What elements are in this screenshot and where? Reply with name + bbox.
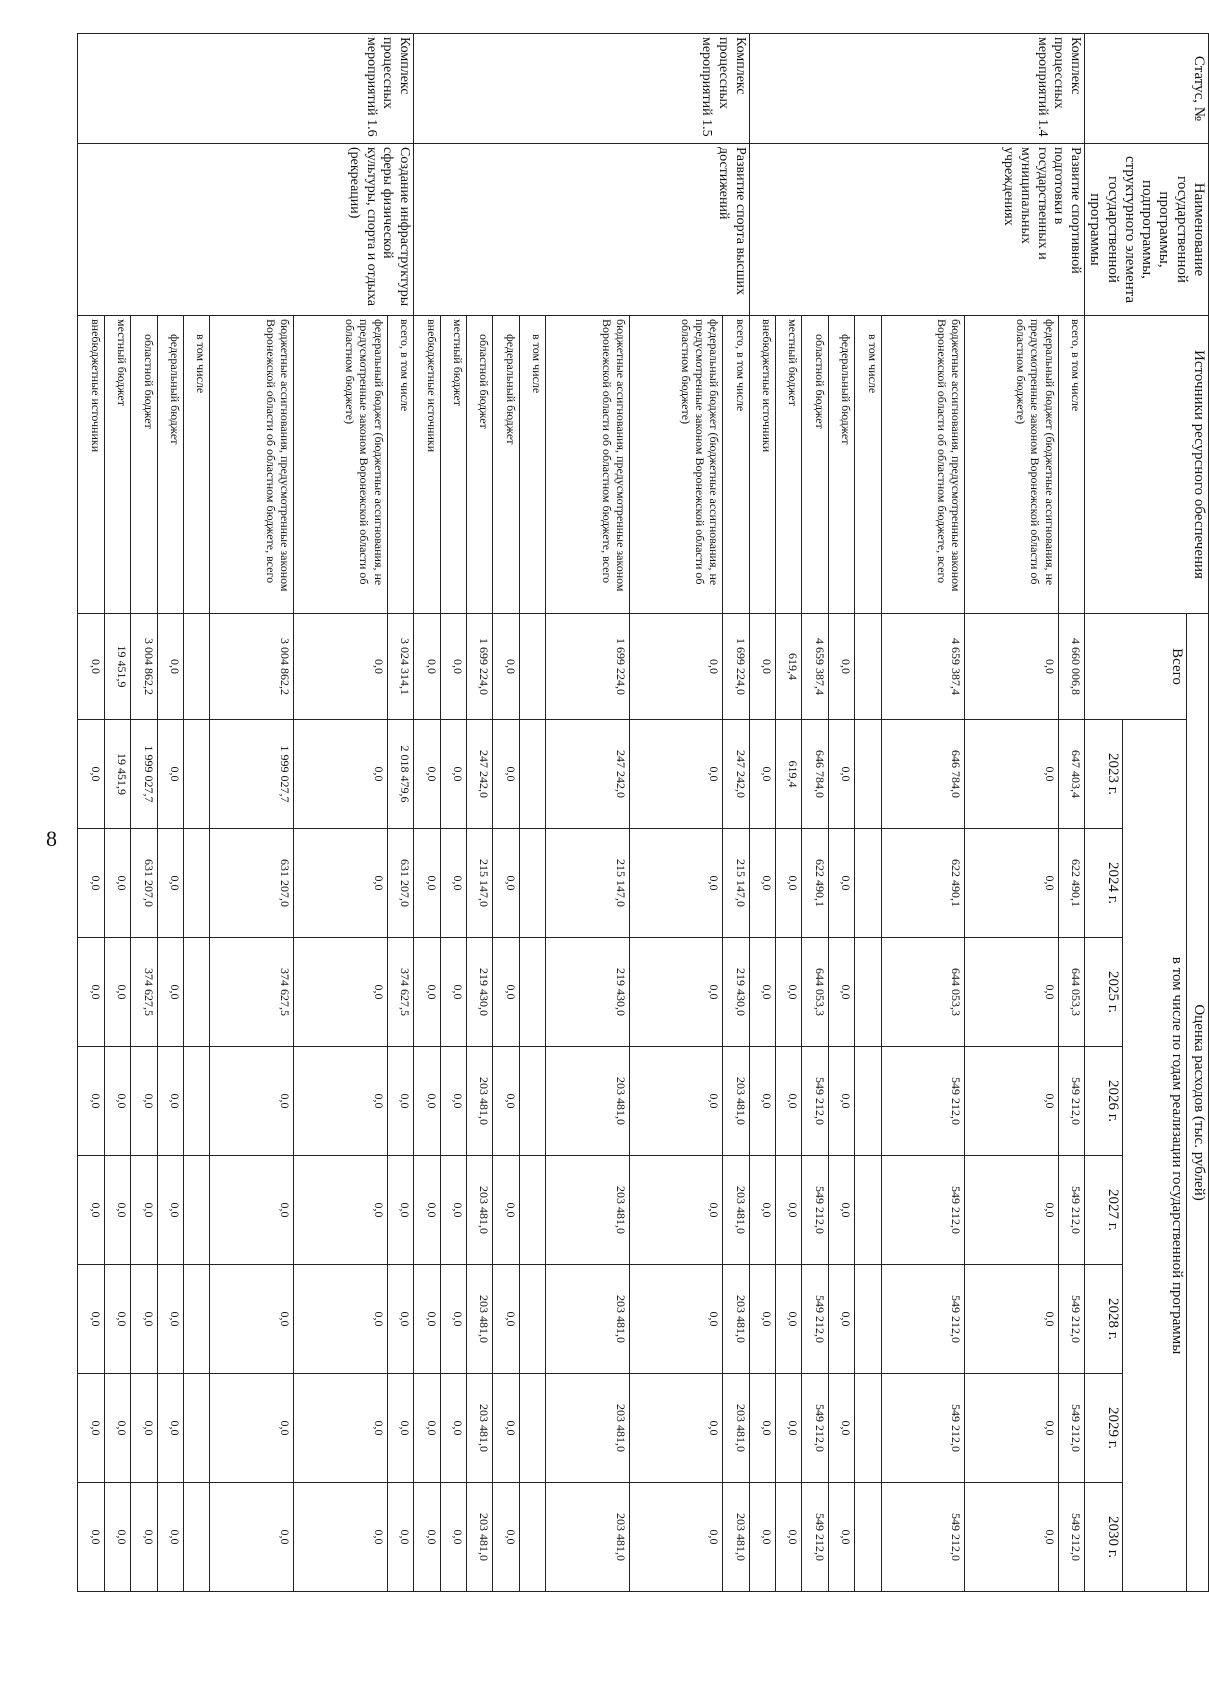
year-value-cell: 0,0 — [749, 829, 775, 938]
year-value-cell — [855, 938, 881, 1047]
year-value-cell: 0,0 — [294, 1483, 387, 1592]
year-value-cell: 0,0 — [629, 829, 722, 938]
year-value-cell: 549 212,0 — [1058, 1265, 1084, 1374]
year-value-cell: 0,0 — [965, 1265, 1058, 1374]
year-value-cell: 203 481,0 — [723, 1047, 749, 1156]
year-value-cell: 549 212,0 — [802, 1047, 828, 1156]
header-year: 2024 г. — [1085, 829, 1123, 938]
year-value-cell: 203 481,0 — [723, 1483, 749, 1592]
year-value-cell: 0,0 — [440, 1483, 466, 1592]
year-value-cell: 0,0 — [414, 1483, 440, 1592]
year-value-cell: 0,0 — [294, 1047, 387, 1156]
year-value-cell: 0,0 — [387, 1374, 413, 1483]
total-value-cell: 0,0 — [749, 614, 775, 720]
year-value-cell — [855, 1483, 881, 1592]
year-value-cell: 549 212,0 — [1058, 1156, 1084, 1265]
source-cell: в том числе — [519, 316, 545, 614]
year-value-cell: 247 242,0 — [466, 720, 492, 829]
source-cell: в том числе — [184, 316, 210, 614]
year-value-cell: 203 481,0 — [546, 1374, 630, 1483]
year-value-cell: 0,0 — [493, 720, 519, 829]
year-value-cell: 0,0 — [131, 1156, 157, 1265]
source-cell: федеральный бюджет (бюджетные ассигнования, не предусмотренные законом Воронежской области об областном бюджете) — [294, 316, 387, 614]
header-year: 2030 г. — [1085, 1483, 1123, 1592]
year-value-cell — [184, 1374, 210, 1483]
year-value-cell: 0,0 — [965, 1047, 1058, 1156]
year-value-cell: 549 212,0 — [802, 1156, 828, 1265]
total-value-cell — [855, 614, 881, 720]
year-value-cell — [855, 829, 881, 938]
source-cell: бюджетные ассигнования, предусмотренные законом Воронежской области об областном бюджете, всего — [546, 316, 630, 614]
year-value-cell: 203 481,0 — [546, 1265, 630, 1374]
total-value-cell: 1 699 224,0 — [723, 614, 749, 720]
year-value-cell — [519, 1265, 545, 1374]
year-value-cell — [184, 938, 210, 1047]
source-cell: внебюджетные источники — [414, 316, 440, 614]
year-value-cell: 0,0 — [294, 1265, 387, 1374]
year-value-cell: 644 053,3 — [1058, 938, 1084, 1047]
total-value-cell: 1 699 224,0 — [546, 614, 630, 720]
year-value-cell: 0,0 — [749, 1047, 775, 1156]
year-value-cell: 0,0 — [78, 1265, 105, 1374]
year-value-cell: 374 627,5 — [387, 938, 413, 1047]
source-cell: областной бюджет — [466, 316, 492, 614]
year-value-cell: 215 147,0 — [546, 829, 630, 938]
year-value-cell: 374 627,5 — [210, 938, 294, 1047]
year-value-cell — [184, 829, 210, 938]
year-value-cell: 203 481,0 — [466, 1374, 492, 1483]
year-value-cell: 19 451,9 — [105, 720, 131, 829]
year-value-cell: 0,0 — [440, 1265, 466, 1374]
year-value-cell: 0,0 — [414, 1374, 440, 1483]
year-value-cell: 0,0 — [157, 938, 183, 1047]
year-value-cell: 203 481,0 — [723, 1374, 749, 1483]
year-value-cell: 0,0 — [131, 1047, 157, 1156]
program-name-cell: Создание инфраструктуры сферы физической культуры, спорта и отдыха (рекреации) — [78, 144, 414, 316]
year-value-cell: 0,0 — [157, 1047, 183, 1156]
year-value-cell: 0,0 — [776, 1047, 802, 1156]
year-value-cell: 0,0 — [776, 829, 802, 938]
year-value-cell: 549 212,0 — [802, 1374, 828, 1483]
year-value-cell: 0,0 — [749, 938, 775, 1047]
header-total: Всего — [1085, 614, 1187, 720]
year-value-cell: 549 212,0 — [1058, 1374, 1084, 1483]
year-value-cell: 0,0 — [157, 1374, 183, 1483]
year-value-cell: 0,0 — [629, 938, 722, 1047]
page-number: 8 — [46, 826, 57, 851]
year-value-cell: 0,0 — [776, 1483, 802, 1592]
year-value-cell: 0,0 — [828, 720, 854, 829]
source-cell: федеральный бюджет (бюджетные ассигнования, не предусмотренные законом Воронежской области об областном бюджете) — [629, 316, 722, 614]
year-value-cell: 0,0 — [493, 829, 519, 938]
total-value-cell: 4 659 387,4 — [802, 614, 828, 720]
total-value-cell: 619,4 — [776, 614, 802, 720]
year-value-cell: 0,0 — [105, 1047, 131, 1156]
year-value-cell: 0,0 — [157, 720, 183, 829]
source-cell: местный бюджет — [105, 316, 131, 614]
year-value-cell: 0,0 — [965, 829, 1058, 938]
year-value-cell: 0,0 — [157, 1265, 183, 1374]
year-value-cell: 549 212,0 — [881, 1483, 965, 1592]
year-value-cell: 0,0 — [414, 938, 440, 1047]
year-value-cell — [855, 1156, 881, 1265]
total-value-cell: 4 659 387,4 — [881, 614, 965, 720]
source-cell: всего, в том числе — [723, 316, 749, 614]
year-value-cell: 0,0 — [629, 1156, 722, 1265]
total-value-cell: 4 660 006,8 — [1058, 614, 1084, 720]
year-value-cell — [184, 1156, 210, 1265]
year-value-cell: 0,0 — [440, 1374, 466, 1483]
year-value-cell: 247 242,0 — [546, 720, 630, 829]
year-value-cell: 0,0 — [105, 1483, 131, 1592]
year-value-cell: 0,0 — [749, 1483, 775, 1592]
total-value-cell — [519, 614, 545, 720]
year-value-cell: 622 490,1 — [881, 829, 965, 938]
year-value-cell: 0,0 — [105, 1156, 131, 1265]
program-name-cell: Развитие спортивной подготовки в государственных и муниципальных учреждениях — [749, 144, 1085, 316]
year-value-cell — [184, 1265, 210, 1374]
year-value-cell: 0,0 — [414, 1265, 440, 1374]
year-value-cell — [519, 720, 545, 829]
year-value-cell: 203 481,0 — [466, 1483, 492, 1592]
year-value-cell: 0,0 — [78, 1156, 105, 1265]
total-value-cell: 0,0 — [78, 614, 105, 720]
total-value-cell: 1 699 224,0 — [466, 614, 492, 720]
year-value-cell: 0,0 — [629, 1047, 722, 1156]
source-cell: внебюджетные источники — [749, 316, 775, 614]
year-value-cell: 203 481,0 — [466, 1265, 492, 1374]
year-value-cell: 247 242,0 — [723, 720, 749, 829]
total-value-cell: 0,0 — [965, 614, 1058, 720]
year-value-cell: 203 481,0 — [546, 1483, 630, 1592]
year-value-cell: 646 784,0 — [802, 720, 828, 829]
total-value-cell: 3 024 314,1 — [387, 614, 413, 720]
source-cell: федеральный бюджет — [157, 316, 183, 614]
source-cell: в том числе — [855, 316, 881, 614]
year-value-cell: 631 207,0 — [210, 829, 294, 938]
year-value-cell: 0,0 — [965, 1156, 1058, 1265]
source-cell: федеральный бюджет — [828, 316, 854, 614]
year-value-cell: 622 490,1 — [1058, 829, 1084, 938]
year-value-cell: 0,0 — [105, 938, 131, 1047]
year-value-cell: 549 212,0 — [802, 1483, 828, 1592]
source-cell: местный бюджет — [440, 316, 466, 614]
year-value-cell: 549 212,0 — [802, 1265, 828, 1374]
year-value-cell: 0,0 — [294, 720, 387, 829]
year-value-cell: 0,0 — [105, 829, 131, 938]
year-value-cell — [855, 1265, 881, 1374]
year-value-cell: 0,0 — [493, 1047, 519, 1156]
year-value-cell: 549 212,0 — [881, 1156, 965, 1265]
year-value-cell — [519, 1047, 545, 1156]
year-value-cell — [855, 720, 881, 829]
year-value-cell: 549 212,0 — [1058, 1483, 1084, 1592]
status-cell: Комплекс процессных мероприятий 1.5 — [414, 34, 750, 144]
year-value-cell — [184, 1047, 210, 1156]
year-value-cell — [519, 1483, 545, 1592]
year-value-cell: 0,0 — [749, 1374, 775, 1483]
year-value-cell: 0,0 — [629, 1483, 722, 1592]
year-value-cell: 0,0 — [105, 1374, 131, 1483]
year-value-cell: 549 212,0 — [1058, 1047, 1084, 1156]
year-value-cell — [519, 938, 545, 1047]
program-name-cell: Развитие спорта высших достижений — [414, 144, 750, 316]
year-value-cell — [519, 829, 545, 938]
year-value-cell: 0,0 — [294, 1374, 387, 1483]
year-value-cell: 0,0 — [776, 1156, 802, 1265]
year-value-cell: 647 403,4 — [1058, 720, 1084, 829]
total-value-cell: 3 004 862,2 — [131, 614, 157, 720]
year-value-cell: 549 212,0 — [881, 1265, 965, 1374]
year-value-cell: 0,0 — [776, 1265, 802, 1374]
year-value-cell — [519, 1374, 545, 1483]
year-value-cell: 215 147,0 — [466, 829, 492, 938]
total-value-cell: 0,0 — [440, 614, 466, 720]
header-source: Источники ресурсного обеспечения — [1085, 316, 1209, 614]
source-cell: федеральный бюджет — [493, 316, 519, 614]
header-year: 2029 г. — [1085, 1374, 1123, 1483]
year-value-cell: 0,0 — [157, 829, 183, 938]
year-value-cell: 0,0 — [749, 720, 775, 829]
year-value-cell: 374 627,5 — [131, 938, 157, 1047]
year-value-cell: 203 481,0 — [466, 1156, 492, 1265]
year-value-cell: 0,0 — [78, 1483, 105, 1592]
year-value-cell: 0,0 — [131, 1374, 157, 1483]
year-value-cell: 0,0 — [749, 1265, 775, 1374]
year-value-cell — [855, 1047, 881, 1156]
year-value-cell: 0,0 — [210, 1047, 294, 1156]
header-year: 2027 г. — [1085, 1156, 1123, 1265]
year-value-cell: 0,0 — [965, 1374, 1058, 1483]
status-cell: Комплекс процессных мероприятий 1.4 — [749, 34, 1085, 144]
year-value-cell: 0,0 — [387, 1156, 413, 1265]
header-by-year: в том числе по годам реализации государственной программы — [1123, 720, 1187, 1592]
total-value-cell — [184, 614, 210, 720]
year-value-cell: 0,0 — [78, 720, 105, 829]
year-value-cell: 0,0 — [629, 1265, 722, 1374]
total-value-cell: 0,0 — [294, 614, 387, 720]
year-value-cell: 0,0 — [210, 1374, 294, 1483]
year-value-cell: 0,0 — [210, 1265, 294, 1374]
table-row — [723, 34, 749, 1592]
year-value-cell: 0,0 — [828, 1374, 854, 1483]
year-value-cell: 644 053,3 — [881, 938, 965, 1047]
header-year: 2025 г. — [1085, 938, 1123, 1047]
total-value-cell: 0,0 — [828, 614, 854, 720]
year-value-cell: 2 018 479,6 — [387, 720, 413, 829]
year-value-cell — [519, 1156, 545, 1265]
budget-table — [78, 33, 1209, 1592]
year-value-cell: 0,0 — [493, 938, 519, 1047]
year-value-cell: 0,0 — [78, 938, 105, 1047]
year-value-cell: 0,0 — [440, 938, 466, 1047]
year-value-cell: 0,0 — [493, 1156, 519, 1265]
year-value-cell: 0,0 — [387, 1265, 413, 1374]
table-row — [387, 34, 413, 1592]
year-value-cell: 203 481,0 — [723, 1156, 749, 1265]
year-value-cell: 0,0 — [440, 1047, 466, 1156]
year-value-cell: 219 430,0 — [723, 938, 749, 1047]
budget-table-sheet — [89, 33, 1209, 1591]
year-value-cell: 0,0 — [828, 1047, 854, 1156]
year-value-cell: 0,0 — [414, 1047, 440, 1156]
year-value-cell: 0,0 — [440, 720, 466, 829]
year-value-cell: 0,0 — [131, 1265, 157, 1374]
year-value-cell: 0,0 — [629, 720, 722, 829]
year-value-cell: 0,0 — [828, 1265, 854, 1374]
year-value-cell: 549 212,0 — [881, 1047, 965, 1156]
table-row — [1058, 34, 1084, 1592]
header-year: 2028 г. — [1085, 1265, 1123, 1374]
year-value-cell: 0,0 — [629, 1374, 722, 1483]
year-value-cell: 0,0 — [414, 720, 440, 829]
year-value-cell — [184, 1483, 210, 1592]
year-value-cell: 0,0 — [414, 1156, 440, 1265]
year-value-cell: 203 481,0 — [546, 1156, 630, 1265]
total-value-cell: 0,0 — [629, 614, 722, 720]
year-value-cell: 0,0 — [157, 1156, 183, 1265]
year-value-cell: 1 999 027,7 — [210, 720, 294, 829]
header-year: 2026 г. — [1085, 1047, 1123, 1156]
year-value-cell: 0,0 — [776, 1374, 802, 1483]
year-value-cell: 0,0 — [414, 829, 440, 938]
year-value-cell: 0,0 — [828, 1483, 854, 1592]
year-value-cell: 219 430,0 — [466, 938, 492, 1047]
year-value-cell: 0,0 — [965, 938, 1058, 1047]
year-value-cell: 203 481,0 — [546, 1047, 630, 1156]
year-value-cell: 0,0 — [78, 829, 105, 938]
year-value-cell: 644 053,3 — [802, 938, 828, 1047]
header-year: 2023 г. — [1085, 720, 1123, 829]
year-value-cell: 0,0 — [131, 1483, 157, 1592]
year-value-cell: 0,0 — [776, 938, 802, 1047]
year-value-cell: 0,0 — [965, 720, 1058, 829]
year-value-cell: 0,0 — [965, 1483, 1058, 1592]
source-cell: всего, в том числе — [387, 316, 413, 614]
year-value-cell: 631 207,0 — [131, 829, 157, 938]
source-cell: всего, в том числе — [1058, 316, 1084, 614]
year-value-cell: 215 147,0 — [723, 829, 749, 938]
year-value-cell: 0,0 — [294, 829, 387, 938]
total-value-cell: 0,0 — [414, 614, 440, 720]
source-cell: внебюджетные источники — [78, 316, 105, 614]
header-estimate: Оценка расходов (тыс. рублей) — [1187, 614, 1209, 1592]
status-cell: Комплекс процессных мероприятий 1.6 — [78, 34, 414, 144]
year-value-cell: 0,0 — [387, 1047, 413, 1156]
total-value-cell: 0,0 — [157, 614, 183, 720]
source-cell: бюджетные ассигнования, предусмотренные законом Воронежской области об областном бюджете, всего — [881, 316, 965, 614]
source-cell: областной бюджет — [802, 316, 828, 614]
year-value-cell: 0,0 — [440, 829, 466, 938]
year-value-cell: 0,0 — [387, 1483, 413, 1592]
year-value-cell: 0,0 — [210, 1483, 294, 1592]
year-value-cell: 646 784,0 — [881, 720, 965, 829]
year-value-cell: 0,0 — [493, 1483, 519, 1592]
year-value-cell: 0,0 — [749, 1156, 775, 1265]
year-value-cell: 0,0 — [78, 1047, 105, 1156]
year-value-cell: 631 207,0 — [387, 829, 413, 938]
source-cell: бюджетные ассигнования, предусмотренные законом Воронежской области об областном бюджете, всего — [210, 316, 294, 614]
year-value-cell: 1 999 027,7 — [131, 720, 157, 829]
year-value-cell: 0,0 — [440, 1156, 466, 1265]
year-value-cell — [855, 1374, 881, 1483]
year-value-cell: 0,0 — [294, 1156, 387, 1265]
year-value-cell: 0,0 — [105, 1265, 131, 1374]
year-value-cell: 549 212,0 — [881, 1374, 965, 1483]
year-value-cell: 619,4 — [776, 720, 802, 829]
year-value-cell: 0,0 — [78, 1374, 105, 1483]
year-value-cell: 0,0 — [294, 938, 387, 1047]
year-value-cell: 0,0 — [493, 1374, 519, 1483]
year-value-cell: 622 490,1 — [802, 829, 828, 938]
header-status: Статус, № — [1085, 34, 1209, 144]
year-value-cell: 0,0 — [210, 1156, 294, 1265]
total-value-cell: 0,0 — [493, 614, 519, 720]
year-value-cell: 203 481,0 — [723, 1265, 749, 1374]
year-value-cell: 0,0 — [828, 938, 854, 1047]
year-value-cell: 0,0 — [157, 1483, 183, 1592]
source-cell: местный бюджет — [776, 316, 802, 614]
year-value-cell: 219 430,0 — [546, 938, 630, 1047]
total-value-cell: 19 451,9 — [105, 614, 131, 720]
source-cell: федеральный бюджет (бюджетные ассигнования, не предусмотренные законом Воронежской области об областном бюджете) — [965, 316, 1058, 614]
year-value-cell: 0,0 — [493, 1265, 519, 1374]
year-value-cell: 0,0 — [828, 1156, 854, 1265]
year-value-cell: 203 481,0 — [466, 1047, 492, 1156]
year-value-cell: 0,0 — [828, 829, 854, 938]
total-value-cell: 3 004 862,2 — [210, 614, 294, 720]
source-cell: областной бюджет — [131, 316, 157, 614]
year-value-cell — [184, 720, 210, 829]
header-program-name: Наименование государственной программы, подпрограммы, структурного элемента государственной программы — [1085, 144, 1209, 316]
